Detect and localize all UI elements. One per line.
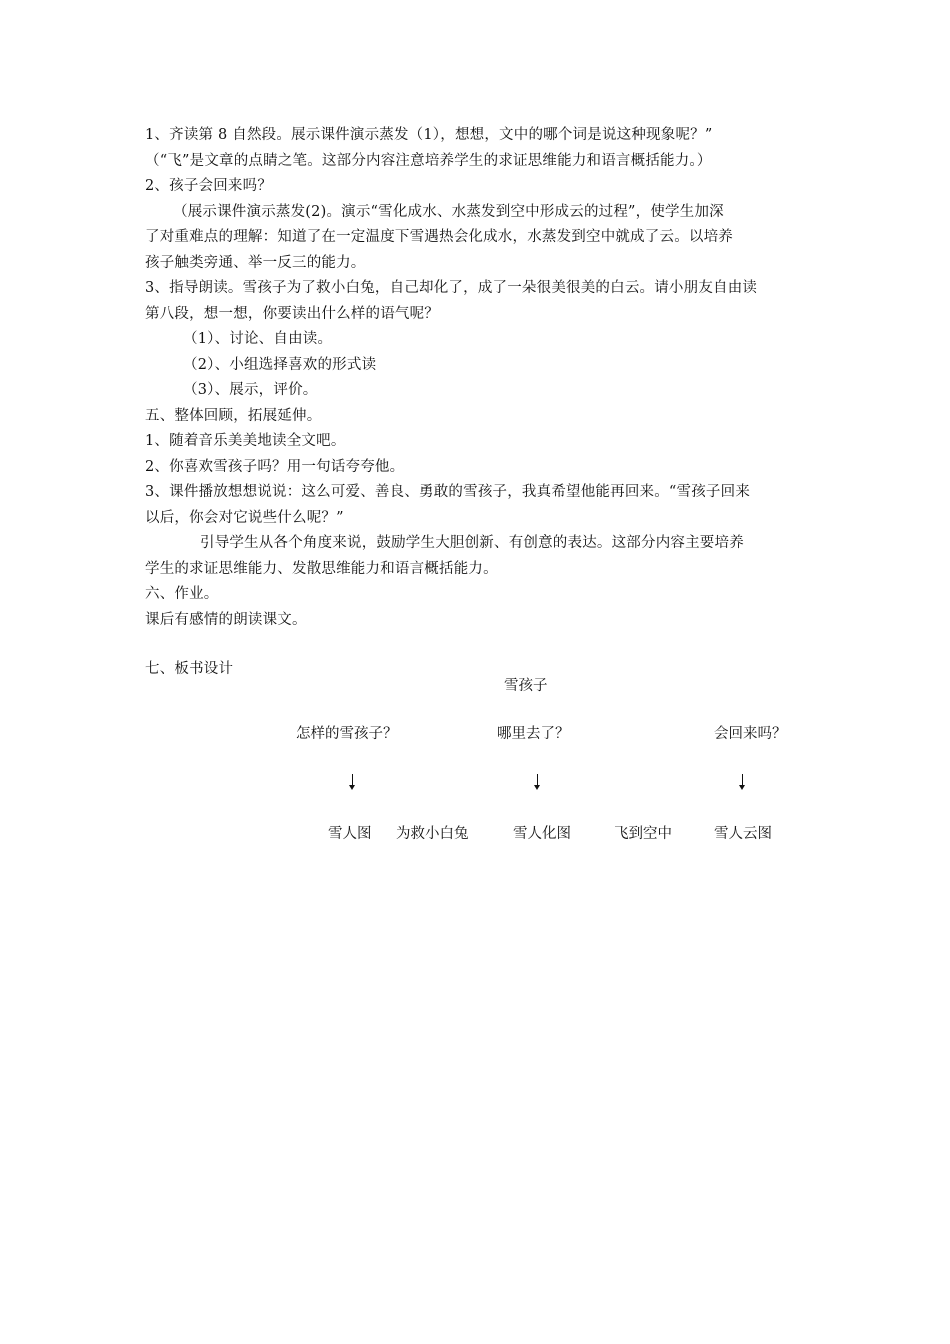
section-heading: 五、整体回顾，拓展延伸。 (145, 407, 322, 424)
down-arrow-icon (348, 774, 358, 792)
list-item: （3）、展示，评价。 (183, 382, 318, 398)
board-item: 飞到空中 (614, 826, 672, 842)
board-item: 雪人图 (328, 826, 372, 842)
list-item: （1）、讨论、自由读。 (183, 331, 333, 347)
paragraph-line: 3、指导朗读。雪孩子为了救小白兔，自己却化了，成了一朵很美很美的白云。请小朋友自由读 (145, 280, 758, 296)
down-arrow-icon (738, 774, 748, 792)
paragraph-line: 学生的求证思维能力、发散思维能力和语言概括能力。 (145, 560, 498, 577)
section-heading: 七、板书设计 (145, 661, 234, 677)
board-question: 哪里去了？ (497, 726, 570, 742)
board-question: 怎样的雪孩子？ (296, 726, 398, 742)
paragraph-line: 2、孩子会回来吗？ (145, 178, 273, 194)
paragraph-line: （展示课件演示蒸发(2)。演示“雪化成水、水蒸发到空中形成云的过程”，使学生加深 (173, 203, 724, 220)
board-item: 为救小白兔 (396, 826, 469, 842)
section-heading: 六、作业。 (145, 586, 219, 602)
paragraph-line: （“飞”是文章的点睛之笔。这部分内容注意培养学生的求证思维能力和语言概括能力。） (145, 152, 712, 169)
paragraph-line: 课后有感情的朗读课文。 (145, 611, 307, 628)
list-item: （2）、小组选择喜欢的形式读 (183, 356, 377, 373)
paragraph-line: 以后，你会对它说些什么呢？” (145, 509, 344, 526)
paragraph-line: 2、你喜欢雪孩子吗？用一句话夸夸他。 (145, 458, 405, 475)
board-item: 雪人化图 (513, 826, 571, 842)
paragraph-line: 引导学生从各个角度来说，鼓励学生大胆创新、有创意的表达。这部分内容主要培养 (200, 535, 744, 551)
board-item: 雪人云图 (714, 826, 772, 842)
board-title: 雪孩子 (504, 678, 548, 694)
paragraph-line: 了对重难点的理解：知道了在一定温度下雪遇热会化成水，水蒸发到空中就成了云。以培养 (145, 229, 733, 245)
paragraph-line: 孩子触类旁通、举一反三的能力。 (145, 254, 366, 271)
board-question: 会回来吗？ (714, 726, 787, 742)
paragraph-line: 1、齐读第 8 自然段。展示课件演示蒸发（1），想想，文中的哪个词是说这种现象呢？” (145, 127, 713, 143)
paragraph-line: 3、课件播放想想说说：这么可爱、善良、勇敢的雪孩子，我真希望他能再回来。“雪孩子回来 (145, 484, 751, 500)
paragraph-line: 第八段，想一想，你要读出什么样的语气呢？ (145, 305, 439, 322)
down-arrow-icon (533, 774, 543, 792)
paragraph-line: 1、随着音乐美美地读全文吧。 (145, 433, 346, 449)
